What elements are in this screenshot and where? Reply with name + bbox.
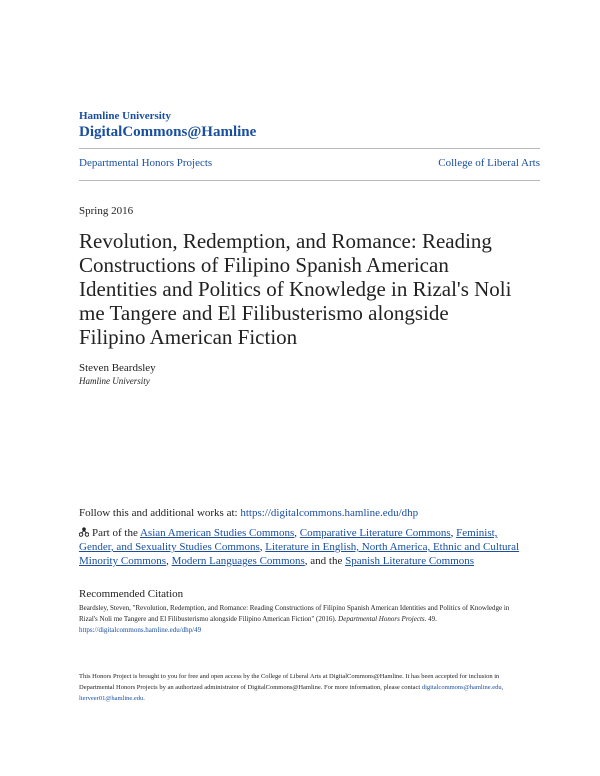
series-link[interactable]: Departmental Honors Projects xyxy=(79,157,213,169)
citation-heading: Recommended Citation xyxy=(79,588,184,600)
follow-label: Follow this and additional works at: xyxy=(79,507,241,519)
separator: , xyxy=(294,527,300,539)
citation-url-link[interactable]: https://digitalcommons.hamline.edu/dhp/49 xyxy=(79,626,202,634)
bottom-divider xyxy=(79,180,540,181)
contact-email-link[interactable]: digitalcommons@hamline.edu, lterveer01@hamline.edu xyxy=(79,684,504,702)
partof-prefix: Part of the xyxy=(92,527,140,539)
separator: , xyxy=(166,555,172,567)
repository-header xyxy=(79,110,256,141)
separator: , xyxy=(259,541,266,553)
author-affiliation: Hamline University xyxy=(79,376,150,386)
commons-link-feminist-gender[interactable]: Feminist, Gender, and Sexuality Studies Commons xyxy=(79,527,498,553)
commons-link-modern-languages[interactable]: Modern Languages Commons xyxy=(171,555,305,567)
commons-link-asian-american[interactable]: Asian American Studies Commons xyxy=(139,527,295,539)
discipline-commons xyxy=(79,526,524,568)
college-link[interactable]: College of Liberal Arts xyxy=(438,157,540,169)
citation-body xyxy=(79,603,524,636)
access-notice-end: . xyxy=(143,695,145,702)
access-notice xyxy=(79,671,529,704)
commons-link-literature-in-english[interactable]: Literature in English, North America, Ethnic and Cultural Minority Commons xyxy=(79,541,520,567)
university-name: Hamline University xyxy=(79,110,171,122)
follow-line xyxy=(79,507,418,519)
commons-link-comparative-literature[interactable]: Comparative Literature Commons xyxy=(299,527,451,539)
top-divider xyxy=(79,148,540,149)
separator: , xyxy=(450,527,457,539)
citation-text: Beardsley, Steven, "Revolution, Redemption, and Romance: Reading Constructions of Filipino Spanish American Identities and Politics of Knowledge in Rizal's Noli me Tangere and El Filibusterismo alongside Filipino American Fiction" (2016). xyxy=(79,604,510,623)
citation-number: . 49. xyxy=(424,615,437,623)
and-separator: , and the xyxy=(304,555,346,567)
follow-url-link[interactable]: https://digitalcommons.hamline.edu/dhp xyxy=(240,507,419,519)
citation-series: Departmental Honors Projects xyxy=(338,615,425,623)
repository-name-link[interactable]: DigitalCommons@Hamline xyxy=(79,124,257,140)
access-notice-text: This Honors Project is brought to you for free and open access by the College of Liberal Arts at DigitalCommons@Hamline. It has been accepted for inclusion in Departmental Honors Projects by an authorized administrator of DigitalCommons@Hamline. For more information, please contact xyxy=(79,673,500,691)
commons-network-icon xyxy=(79,527,89,537)
publication-date: Spring 2016 xyxy=(79,205,134,217)
author-name: Steven Beardsley xyxy=(79,362,156,374)
paper-title: Revolution, Redemption, and Romance: Reading Constructions of Filipino Spanish American Identities and Politics of Knowledge in Rizal's Noli me Tangere and El Filibusterismo alongside Filipino American Fiction xyxy=(79,229,512,349)
commons-link-spanish-literature[interactable]: Spanish Literature Commons xyxy=(345,555,475,567)
